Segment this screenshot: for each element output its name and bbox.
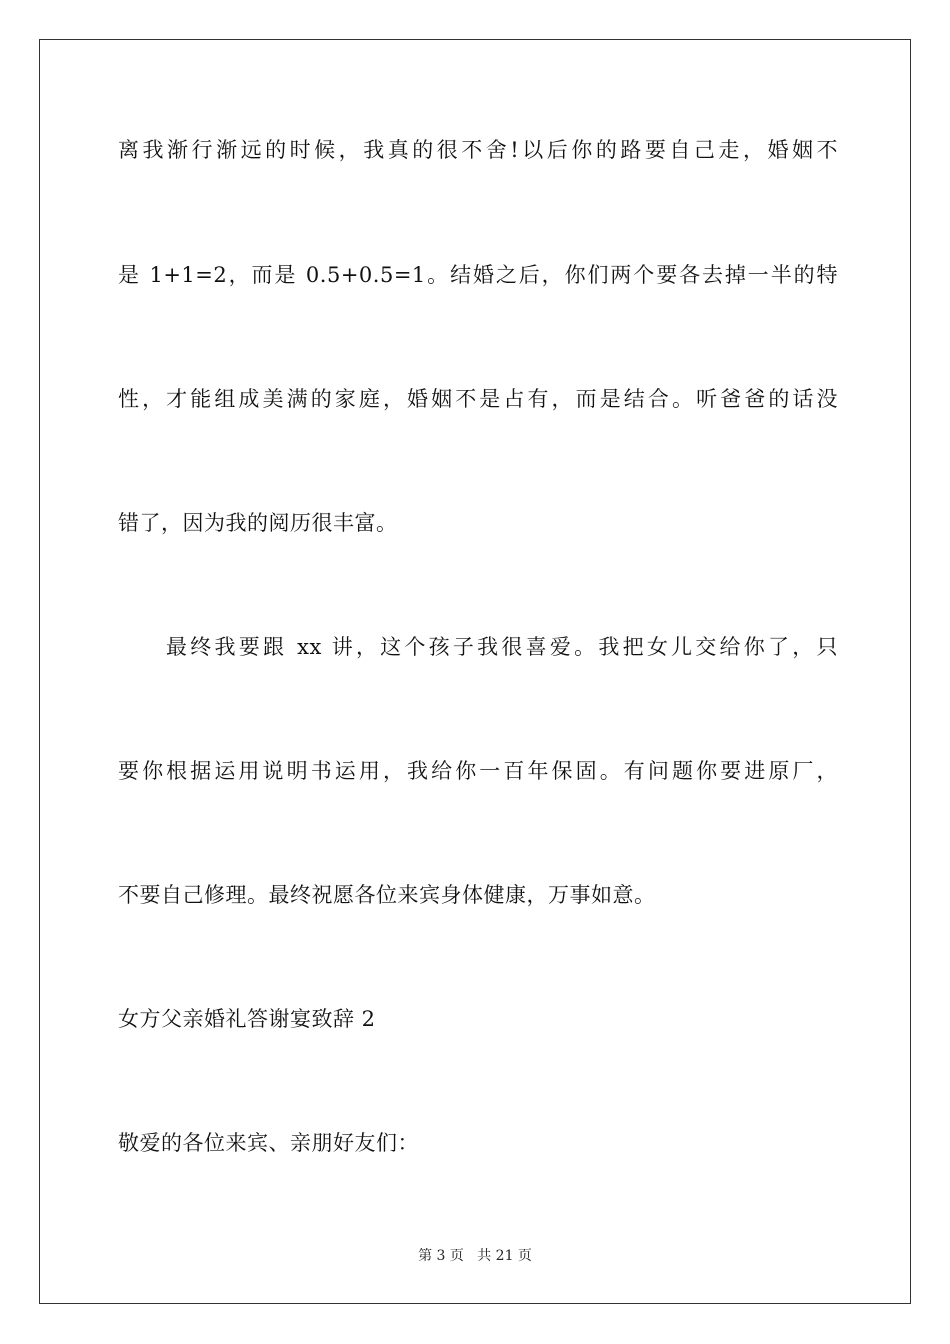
paragraph-line-3: 性，才能组成美满的家庭，婚姻不是占有，而是结合。听爸爸的话没	[118, 387, 838, 411]
paragraph-line-4: 错了，因为我的阅历很丰富。	[118, 511, 398, 535]
section-heading: 女方父亲婚礼答谢宴致辞 2	[118, 1007, 376, 1031]
page-footer: 第 3 页 共 21 页	[418, 1248, 532, 1264]
paragraph-line-1: 离我渐行渐远的时候，我真的很不舍!以后你的路要自己走，婚姻不	[118, 138, 838, 162]
paragraph-line-7: 不要自己修理。最终祝愿各位来宾身体健康，万事如意。	[118, 883, 656, 907]
paragraph-line-6: 要你根据运用说明书运用，我给你一百年保固。有问题你要进原厂，	[118, 759, 838, 783]
paragraph-line-2: 是 1+1=2，而是 0.5+0.5=1。结婚之后，你们两个要各去掉一半的特	[118, 263, 838, 287]
paragraph-line-5: 最终我要跟 xx 讲，这个孩子我很喜爱。我把女儿交给你了，只	[166, 635, 838, 659]
salutation-line: 敬爱的各位来宾、亲朋好友们：	[118, 1131, 419, 1155]
page-frame	[39, 39, 911, 1304]
